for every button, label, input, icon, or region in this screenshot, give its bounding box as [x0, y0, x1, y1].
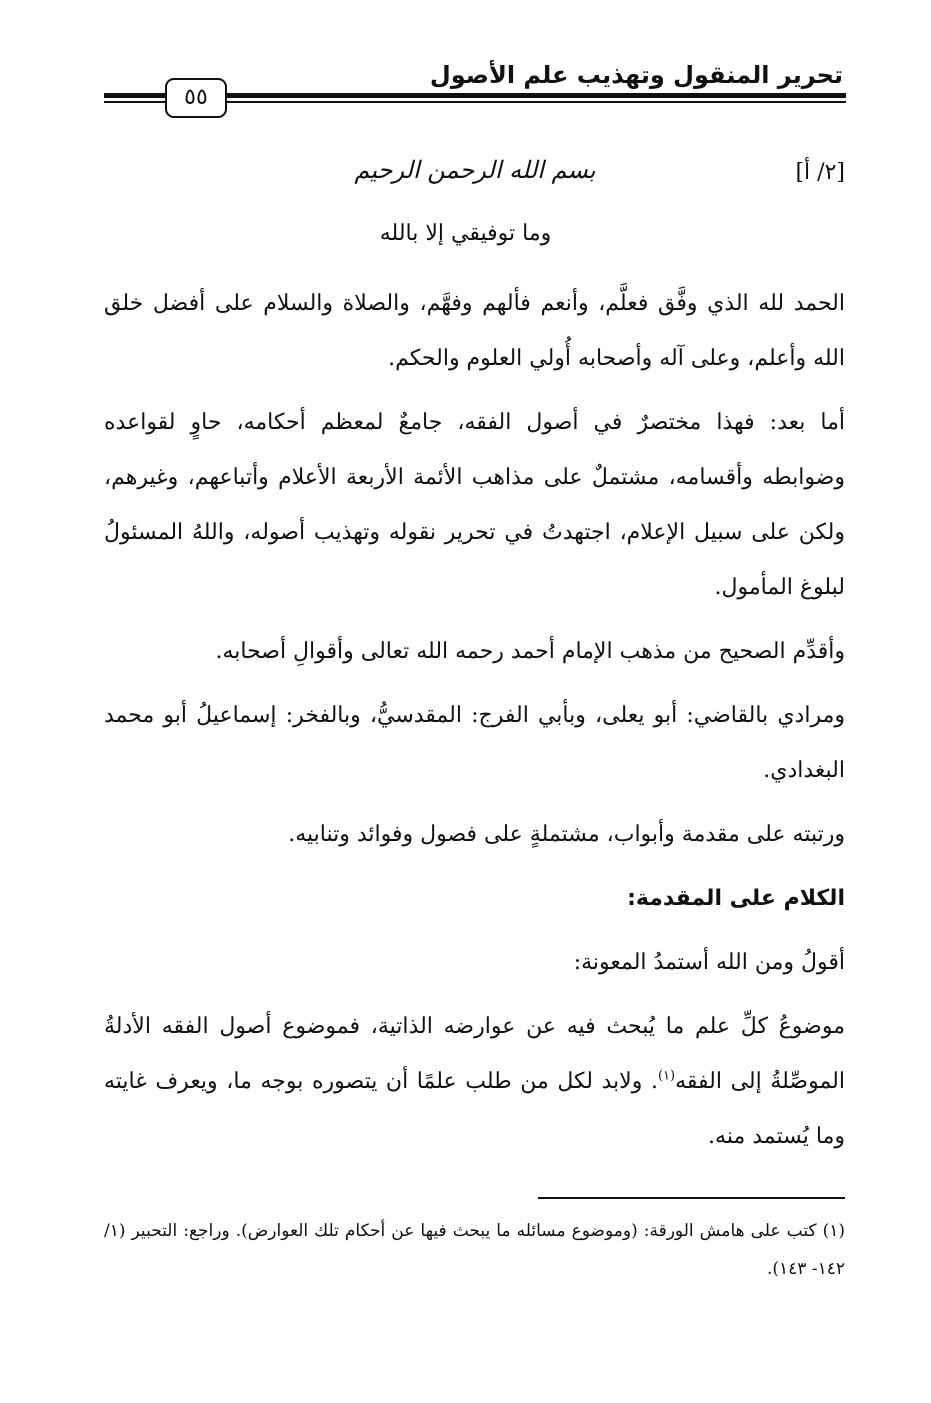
paragraph-arrangement: ورتبته على مقدمة وأبواب، مشتملةٍ على فصول وفوائد وتنابيه.: [288, 822, 845, 847]
paragraph-subject: [104, 999, 845, 1164]
page-number: ٥٥: [165, 78, 227, 118]
footnote-area: [104, 1212, 845, 1288]
paragraph-amma-baad: أما بعد: فهذا مختصرٌ في أصول الفقه، جامعٌ لمعظم أحكامه، حاوٍ لقواعده وضوابطه وأقسامه، مشتملٌ على مذاهب الأئمة الأربعة الأعلام وأتباعهم، وغيرهم، ولكن على سبيل الإعلام، اجتهدتُ في تحرير نقوله وتهذيب أصوله، واللهُ المسئولُ لبلوغ المأمول.: [104, 410, 845, 600]
paragraph-hamd: الحمد لله الذي وفَّق فعلَّم، وأنعم فألهم وفهَّم، والصلاة والسلام على أفضل خلق الله وأعلم، وعلى آله وأصحابه أُولي العلوم والحكم.: [104, 291, 845, 371]
footnote-reference[interactable]: (١): [657, 1068, 676, 1084]
paragraph-madhhab: وأقدِّم الصحيح من مذهب الإمام أحمد رحمه الله تعالى وأقوالِ أصحابه.: [215, 639, 845, 664]
section-heading: الكلام على المقدمة:: [627, 886, 845, 911]
subject-text-start: موضوعُ كلِّ علم ما يُبحث فيه عن عوارضه الذاتية، فموضوع أصول الفقه الأدلةُ الموصِّلةُ إلى الفقه: [104, 1014, 845, 1094]
paragraph-terms: ومرادي بالقاضي: أبو يعلى، وبأبي الفرج: المقدسيُّ، وبالفخر: إسماعيلُ أبو محمد البغدادي.: [104, 703, 845, 783]
subject-text-end: . ولابد لكل من طلب علمًا أن يتصوره بوجه ما، ويعرف غايته وما يُستمد منه.: [104, 1069, 845, 1149]
running-header-title: تحرير المنقول وتهذيب علم الأصول: [429, 61, 843, 89]
intro-line: أقولُ ومن الله أستمدُ المعونة:: [573, 950, 845, 975]
footnote-rule: [538, 1197, 845, 1199]
manuscript-folio-marker: [٢/ أ]: [795, 160, 845, 185]
basmala: بسم الله الرحمن الرحيم: [354, 156, 596, 184]
tawfiq-line: وما توفيقي إلا بالله: [379, 221, 552, 246]
footnote-1: (١) كتب على هامش الورقة: (وموضوع مسائله ما يبحث فيها عن أحكام تلك العوارض). وراجع: التحبير (١/ ١٤٢- ١٤٣).: [104, 1221, 845, 1279]
main-text: [104, 276, 845, 1173]
